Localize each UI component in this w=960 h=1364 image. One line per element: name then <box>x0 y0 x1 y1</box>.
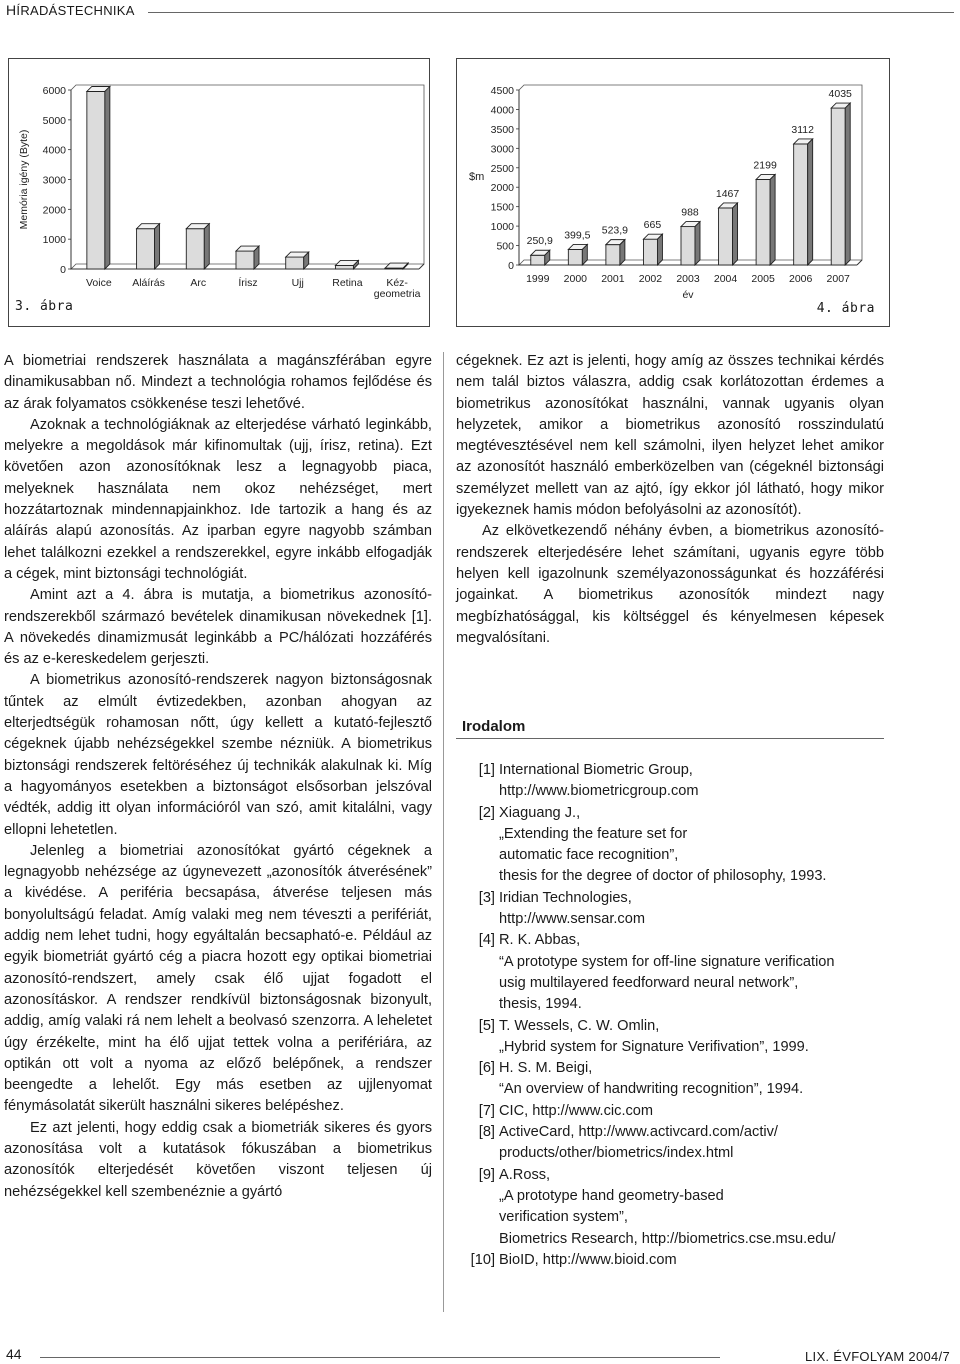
paragraph: Amint azt a 4. ábra is mutatja, a biometrikus azonosító-rendszerekből származó bevételek dinamikusan növekednek [1]. A növekedés dinamizmusát leginkább a PC/hálózati hozzáférés és az e-kereskedelem gerjeszti. <box>4 587 432 668</box>
bar <box>568 249 582 265</box>
reference-item <box>460 1016 890 1059</box>
paragraph: A biometrikus azonosító-rendszerek nagyon biztonságosnak tűntek az elmúlt évtizedekben, azonban ahogyan az elterjedtségük rohamosan nőtt, úgy kellett a kutató-fejlesztő cégeknek újabb nehézségekkel szembe nézniük. A biometrikus biztonsági rendszerek feltöréséhez új technikák alakulnak ki. Míg a hagyományos esetekben a biztonságot elsősorban jelszóval védték, addig itt olyan információról van szó, amit kitalálni, vagy ellopni lehetetlen. <box>4 672 432 838</box>
y-axis-label: Memória igény (Byte) <box>18 129 30 230</box>
header-rule <box>148 12 954 13</box>
bar <box>681 227 695 265</box>
reference-text: automatic face recognition”, <box>499 847 679 864</box>
column-divider <box>443 352 444 1312</box>
reference-text: R. K. Abbas, <box>499 932 581 949</box>
journal-issue: LIX. ÉVFOLYAM 2004/7 <box>805 1349 950 1364</box>
paragraph: Jelenleg a biometriai azonosítókat gyártó cégeknek a legnagyobb nehézsége az úgynevezett „azonosítók átverésének” a kivédése. A periféria becsapása, átverése teljesen más bonyolultságú feladat. Amíg valaki meg nem téveszti a perifériát, addig nem lehet tudni, hogy egyáltalán becsapható-e. Például az egyik biometriát gyártó cég a piacra hozott egy optikai biometriai azonosító-rendszert, amely csak élő ujjat fogadott el azonosításkor. A rendszer rendkívül biztonságosnak bizonyult, addig, amíg valaki rá nem lehelt a beolvasó szenzorra. A leheletet úgy érzékelte, mint ha élő ujjat tettek volna a perifériára, az optikán ott volt a nyoma az előző belépőnek, a rendszer beengedte a lehelőt. Egy más esetben az ujjlenyomat fénymásolatát sikerült használni sikeres belépéshez. <box>4 842 432 1115</box>
reference-item <box>460 930 890 1015</box>
x-tick-label: Kéz- <box>386 277 408 289</box>
y-tick-label: 3000 <box>42 174 66 187</box>
x-tick-label: 1999 <box>526 273 550 285</box>
x-tick-label: 2001 <box>601 273 625 285</box>
reference-number: [9] <box>478 1166 495 1183</box>
x-tick-label: Retina <box>332 277 363 289</box>
reference-number: [1] <box>478 762 495 778</box>
reference-number: [8] <box>478 1124 495 1141</box>
y-tick-label: 0 <box>60 264 66 276</box>
reference-text: T. Wessels, C. W. Omlin, <box>499 1017 660 1034</box>
bar <box>335 265 353 269</box>
reference-text: H. S. M. Beigi, <box>499 1060 593 1077</box>
reference-text: Xiaguang J., <box>499 804 581 821</box>
reference-text: verification system”, <box>499 1209 628 1226</box>
y-tick-label: 1000 <box>490 221 514 234</box>
bar <box>719 208 733 265</box>
bar <box>794 144 808 265</box>
y-tick-label: 2000 <box>42 204 66 217</box>
reference-item <box>460 1165 890 1250</box>
y-tick-label: 4000 <box>42 144 66 157</box>
reference-text: http://www.sensar.com <box>499 911 645 928</box>
x-tick-label: 2000 <box>563 273 588 285</box>
reference-text: “An overview of handwriting recognition”, 1994. <box>499 1081 804 1098</box>
reference-item <box>460 1122 890 1165</box>
running-header: HÍRADÁSTECHNIKA <box>6 2 135 18</box>
reference-item <box>460 760 890 803</box>
reference-text: Biometrics Research, http://biometrics.cse.msu.edu/ <box>499 1230 836 1247</box>
bar <box>756 179 770 265</box>
references-title: Irodalom <box>462 718 526 735</box>
reference-number: [2] <box>478 804 495 821</box>
bar-side <box>808 139 813 265</box>
data-label: 523,9 <box>601 224 629 237</box>
floor-edge <box>857 260 862 265</box>
data-label: 2199 <box>753 159 777 172</box>
data-label: 4035 <box>828 88 852 101</box>
figure-4-caption: 4. ábra <box>816 301 875 316</box>
data-label: 250,9 <box>526 235 553 248</box>
y-tick-label: 0 <box>508 260 514 272</box>
reference-number: [3] <box>478 889 495 906</box>
data-label: 3112 <box>791 123 814 136</box>
reference-text: A.Ross, <box>499 1166 551 1183</box>
reference-item <box>460 1058 890 1101</box>
y-tick-label: 2500 <box>490 162 514 175</box>
reference-text: “A prototype system for off-line signature verification <box>499 953 835 970</box>
x-tick-label: 2004 <box>713 273 738 285</box>
bar <box>831 108 845 265</box>
x-tick-label: Aláírás <box>132 277 165 289</box>
reference-text: CIC, http://www.cic.com <box>499 1102 654 1119</box>
bar-side <box>155 224 160 269</box>
x-tick-label: 2002 <box>638 273 663 285</box>
y-tick-label: 3000 <box>490 143 514 156</box>
right-column <box>456 351 884 649</box>
left-column <box>4 351 432 1203</box>
y-tick-label: 3500 <box>490 123 514 136</box>
paragraph: cégeknek. Ez azt is jelenti, hogy amíg az összes technikai kérdés nem talál biztos válaszra, addig csak korlátozottan érdemes a biometrikus azonosítókat használni, vannak ugyanis olyan helyzetek, amikor a biometrikus azonosító rosszindulatú megtévesztésével nem kell számolni, ilyen helyzet lehet amikor az azonosítót használó emberközelben van (cégeknél biztonsági személyzet mellett van az ajtó, így ekkor jól látható, hogy mikor igyekeznek hamis módon befolyásolni az azonosítót). <box>456 353 884 519</box>
figure-4 <box>456 58 890 327</box>
page-number: 44 <box>6 1346 22 1362</box>
y-tick-label: 5000 <box>42 114 66 127</box>
figure-3-caption: 3. ábra <box>15 299 74 314</box>
reference-number: [10] <box>470 1251 495 1268</box>
plot-frame <box>71 85 424 269</box>
reference-item <box>460 1101 890 1122</box>
reference-text: „A prototype hand geometry-based <box>499 1187 724 1204</box>
y-axis-label: $m <box>469 171 485 183</box>
x-tick-label: 2003 <box>676 273 700 285</box>
bar-side <box>620 240 625 265</box>
y-tick-label: 500 <box>496 240 514 253</box>
reference-text: BioID, http://www.bioid.com <box>499 1251 677 1268</box>
x-tick-label: Voice <box>86 277 112 289</box>
reference-item <box>460 888 890 931</box>
bar <box>236 251 254 269</box>
paragraph: Az elkövetkezendő néhány évben, a biometrikus azonosító-rendszerek elterjedésére lehet számítani, ugyanis egyre több helyen kell igazolnunk személyazonosságunkat és hozzáférési jogainkat. A biometrikus azonosítók mindezt nagy megbízhatósággal, kis költséggel és kényelmesen képesek megvalósítani. <box>456 523 884 646</box>
reference-text: products/other/biometrics/index.html <box>499 1145 734 1162</box>
bar <box>286 257 304 269</box>
references-list <box>460 760 890 1271</box>
bar <box>186 229 204 269</box>
reference-text: „Extending the feature set for <box>499 825 688 842</box>
reference-text: Iridian Technologies, <box>499 889 632 906</box>
reference-number: [5] <box>478 1017 495 1034</box>
bar-side <box>695 222 700 265</box>
references-rule <box>456 738 884 739</box>
x-tick-label: Arc <box>190 277 207 289</box>
bar-side <box>204 224 209 269</box>
x-tick-label: geometria <box>373 288 421 300</box>
x-axis-label: év <box>682 289 694 301</box>
y-tick-label: 4500 <box>490 85 514 97</box>
reference-text: International Biometric Group, <box>499 762 693 778</box>
reference-text: http://www.biometricgroup.com <box>499 783 699 800</box>
bar <box>87 91 105 269</box>
paragraph: Ez azt jelenti, hogy eddig csak a biometriák sikeres és gyors azonosítása volt a kutatások fókuszában a biometrikus azonosítók elterjedését követően viszont teljesen új nehézségekkel kell szembenéznie a gyártó <box>4 1119 432 1200</box>
paragraph: Azoknak a technológiáknak az elterjedése várható leginkább, melyekre a megoldások már kifinomultak (ujj, írisz, retina). Ezt követően azon azonosítóknak lesz a legnagyobb piaca, melyeknek használata nem okoz nehézséget, mert hozzátartoznak mindennapjainkhoz. Ide tartozik a hang és az aláírás alapú azonosítás. Az iparban egyre nagyobb számban lehet találkozni ezekkel a rendszerekkel, egyre inkább elfogadják a cégek, mint biztonsági technológiát. <box>4 416 432 582</box>
figure-3 <box>8 58 430 327</box>
reference-text: usig multilayered feedforward neural network”, <box>499 974 799 991</box>
x-tick-label: Ujj <box>291 277 304 289</box>
x-tick-label: Írisz <box>238 277 258 289</box>
y-tick-label: 1000 <box>42 234 66 247</box>
bar-side <box>657 234 662 265</box>
bar-side <box>845 103 850 265</box>
reference-item <box>460 803 890 888</box>
reference-item <box>460 1250 890 1271</box>
figure-3-chart <box>9 59 429 326</box>
reference-text: thesis, 1994. <box>499 996 582 1013</box>
bar <box>606 245 620 265</box>
reference-number: [7] <box>478 1102 495 1119</box>
reference-text: ActiveCard, http://www.activcard.com/activ/ <box>499 1124 778 1141</box>
paragraph: A biometriai rendszerek használata a magánszférában egyre dinamikusabban nő. Mindezt a technológia rohamos fejlődése és az árak folyamatos csökkenése teszi lehetővé. <box>4 353 432 412</box>
reference-number: [6] <box>478 1060 495 1077</box>
data-label: 1467 <box>715 187 740 200</box>
bar-side <box>733 203 738 265</box>
bar-side <box>105 86 110 269</box>
bar <box>643 239 657 265</box>
y-tick-label: 4000 <box>490 104 514 117</box>
x-tick-label: 2007 <box>826 273 850 285</box>
footer-rule <box>40 1357 720 1358</box>
y-tick-label: 2000 <box>490 182 514 195</box>
bar <box>137 229 155 269</box>
bar-side <box>770 174 775 265</box>
figure-4-chart <box>457 59 889 326</box>
y-tick-label: 6000 <box>42 85 66 97</box>
reference-text: thesis for the degree of doctor of philosophy, 1993. <box>499 868 827 885</box>
x-tick-label: 2005 <box>751 273 775 285</box>
data-label: 399,5 <box>564 229 591 242</box>
floor-edge <box>419 264 424 269</box>
data-label: 988 <box>681 206 699 219</box>
reference-text: „Hybrid system for Signature Verifivation”, 1999. <box>499 1038 809 1055</box>
y-tick-label: 1500 <box>490 201 514 214</box>
x-tick-label: 2006 <box>788 273 813 285</box>
reference-number: [4] <box>478 932 495 949</box>
bar <box>531 255 545 265</box>
data-label: 665 <box>643 219 662 232</box>
